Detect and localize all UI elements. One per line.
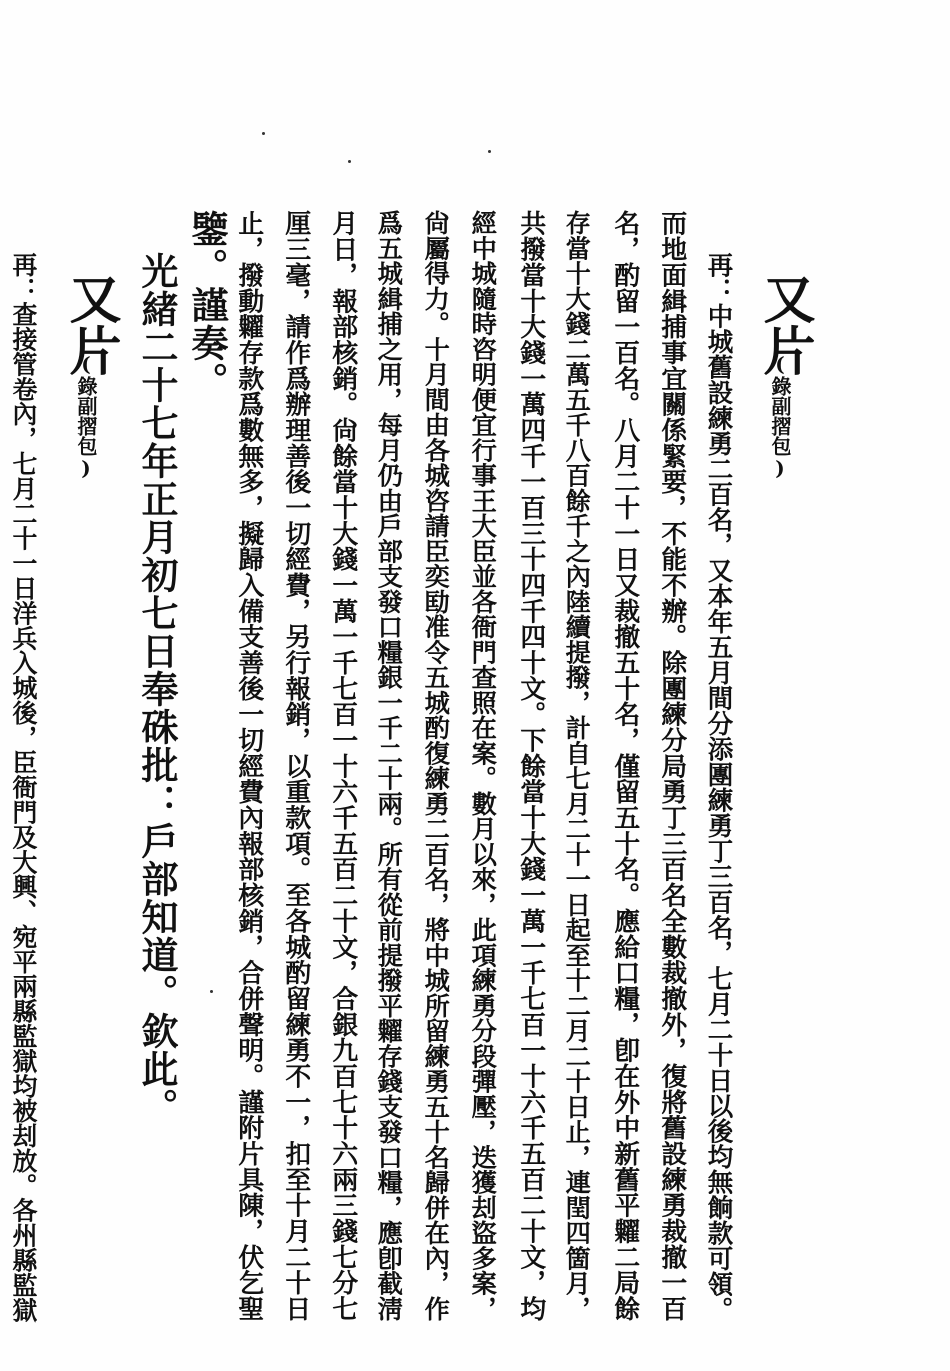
imperial-rescript: 光緒二十七年正月初七日奉硃批：戶部知道。欽此。 (135, 252, 179, 1126)
section1-column-6: 經中城隨時咨明便宜行事王大臣並各衙門查照在案。數月以來，此項練勇分段彈壓，迭獲刦盜多案， (468, 210, 499, 1321)
section1-column-5: 共撥當十大錢一萬四千一百三十四千四十文。下餘當十大錢一萬一千七百一十六千五百二十文，均 (515, 210, 546, 1322)
section1-heading: 又片 (754, 272, 815, 376)
section1-column-8: 爲五城緝捕之用，每月仍由戶部支發口糧銀一千二十兩。所有從前提撥平糶存錢支發口糧，應卽截淸 (374, 210, 405, 1321)
scan-speck (348, 160, 351, 163)
section2-source-note: (錄副摺包) (74, 352, 98, 480)
section1-column-9: 月日，報部核銷。尙餘當十大錢一萬一千七百一十六千五百二十文，合銀九百七十六兩三錢七分七 (327, 210, 358, 1322)
section1-column-4: 存當十大錢二萬五千八百餘千之內陸續提撥，計自七月二十一日起至十二月二十日止，連閏四箇月， (562, 210, 593, 1321)
section1-column-7: 尙屬得力。十月間由各城咨請臣奕劻准令五城酌復練勇二百名，將中城所留練勇五十名歸併在內，作 (421, 210, 452, 1321)
section1-source-note: (錄副摺包) (768, 352, 792, 480)
scan-speck (488, 150, 491, 153)
scan-speck (210, 990, 213, 993)
section1-column-10: 厘三毫，請作爲辦理善後一切經費，另行報銷，以重款項。至各城酌留練勇不一，扣至十月二十日 (280, 210, 311, 1322)
section1-column-2: 而地面緝捕事宜關係緊要，不能不辦。除團練分局勇丁三百名全數裁撤外，復將舊設練勇裁撤一百 (656, 210, 687, 1322)
section1-column-1: 再：中城舊設練勇二百名，又本年五月間分添團練勇丁三百名，七月二十日以後均無餉款可領。 (703, 252, 734, 1323)
section1-column-11: 止，撥動糶存款爲數無多，擬歸入備支善後一切經費內報部核銷，合併聲明。謹附片具陳，伏乞聖 (233, 210, 264, 1322)
section1-column-12: 鑒。謹奏。 (185, 210, 229, 400)
scan-speck (262, 132, 265, 135)
section1-column-3: 名，酌留一百名。八月二十一日又裁撤五十名，僅留五十名。應給口糧，卽在外中新舊平糶二局餘 (609, 210, 640, 1322)
section2-heading: 又片 (60, 272, 121, 376)
section2-column-1: 再：查接管卷內，七月二十一日洋兵入城後，臣衙門及大興、宛平兩縣監獄均被刦放。各州縣監獄 (8, 252, 38, 1323)
